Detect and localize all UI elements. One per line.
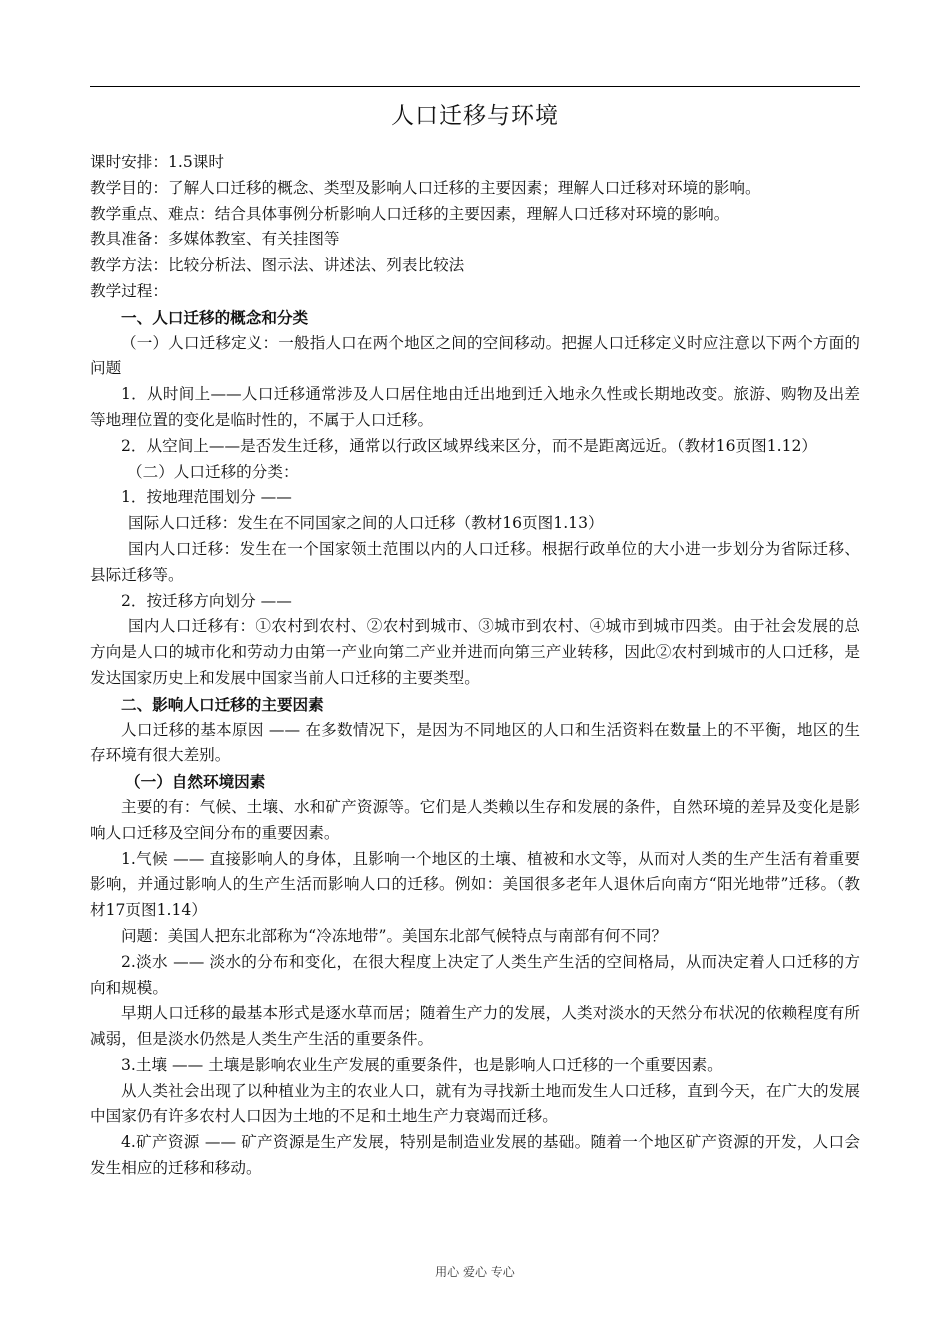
- paragraph: 教学重点、难点：结合具体事例分析影响人口迁移的主要因素，理解人口迁移对环境的影响。: [90, 204, 730, 223]
- paragraph: 教学目的：了解人口迁移的概念、类型及影响人口迁移的主要因素；理解人口迁移对环境的影响。: [90, 178, 761, 197]
- paragraph: 国内人口迁移有：①农村到农村、②农村到城市、③城市到农村、④城市到城市四类。由于社会发展的总方向是人口的城市化和劳动力由第一产业向第二产业并进而向第三产业转移，因此②农村到城市的人口迁移，是发达国家历史上和发展中国家当前人口迁移的主要类型。: [90, 617, 860, 687]
- paragraph: 国内人口迁移：发生在一个国家领土范围以内的人口迁移。根据行政单位的大小进一步划分为省际迁移、县际迁移等。: [90, 539, 860, 584]
- document-body: [90, 150, 860, 1182]
- section-heading: 二、影响人口迁移的主要因素: [121, 694, 324, 714]
- paragraph: 4.矿产资源 —— 矿产资源是生产发展，特别是制造业发展的基础。随着一个地区矿产资源的开发，人口会发生相应的迁移和移动。: [90, 1133, 860, 1178]
- section-heading: 一、人口迁移的概念和分类: [121, 307, 309, 327]
- paragraph: 问题：美国人把东北部称为“冷冻地带”。美国东北部气候特点与南部有何不同？: [121, 926, 668, 945]
- page-title: 人口迁移与环境: [391, 103, 559, 129]
- page-footer: 用心 爱心 专心: [435, 1265, 515, 1279]
- paragraph: 1．从时间上——人口迁移通常涉及人口居住地由迁出地到迁入地永久性或长期地改变。旅游、购物及出差等地理位置的变化是临时性的，不属于人口迁移。: [90, 385, 860, 429]
- paragraph: 从人类社会出现了以种植业为主的农业人口，就有为寻找新土地而发生人口迁移，直到今天，在广大的发展中国家仍有许多农村人口因为土地的不足和土地生产力衰竭而迁移。: [90, 1081, 860, 1126]
- paragraph: （一）人口迁移定义：一般指人口在两个地区之间的空间移动。把握人口迁移定义时应注意以下两个方面的问题: [90, 333, 860, 378]
- paragraph: 教具准备：多媒体教室、有关挂图等: [90, 230, 340, 249]
- paragraph: 1.气候 —— 直接影响人的身体，且影响一个地区的土壤、植被和水文等，从而对人类的生产生活有着重要影响，并通过影响人的生产生活而影响人口的迁移。例如：美国很多老年人退休后向南方“阳光地带”迁移。（教材17页图1.14）: [90, 849, 860, 920]
- paragraph: 3.土壤 —— 土壤是影响农业生产发展的重要条件，也是影响人口迁移的一个重要因素。: [121, 1055, 723, 1074]
- paragraph: 1．按地理范围划分 ——: [121, 488, 292, 507]
- paragraph: 主要的有：气候、土壤、水和矿产资源等。它们是人类赖以生存和发展的条件，自然环境的差异及变化是影响人口迁移及空间分布的重要因素。: [90, 797, 860, 842]
- paragraph: 国际人口迁移：发生在不同国家之间的人口迁移（教材16页图1.13）: [128, 514, 604, 533]
- subsection-heading: （一）自然环境因素: [125, 772, 266, 792]
- paragraph: 早期人口迁移的最基本形式是逐水草而居；随着生产力的发展，人类对淡水的天然分布状况的依赖程度有所减弱，但是淡水仍然是人类生产生活的重要条件。: [90, 1004, 860, 1049]
- paragraph: 2．从空间上——是否发生迁移，通常以行政区域界线来区分，而不是距离远近。（教材16页图1.12）: [121, 436, 818, 455]
- paragraph: 2.淡水 —— 淡水的分布和变化，在很大程度上决定了人类生产生活的空间格局，从而决定着人口迁移的方向和规模。: [90, 952, 860, 997]
- paragraph: （二）人口迁移的分类：: [127, 462, 299, 481]
- paragraph: 人口迁移的基本原因 —— 在多数情况下，是因为不同地区的人口和生活资料在数量上的不平衡，地区的生存环境有很大差别。: [90, 720, 860, 765]
- paragraph: 教学过程：: [90, 281, 168, 300]
- paragraph: 课时安排：1.5课时: [90, 153, 224, 171]
- paragraph: 教学方法：比较分析法、图示法、讲述法、列表比较法: [90, 256, 465, 275]
- header-rule: [90, 86, 860, 87]
- paragraph: 2．按迁移方向划分 ——: [121, 591, 292, 610]
